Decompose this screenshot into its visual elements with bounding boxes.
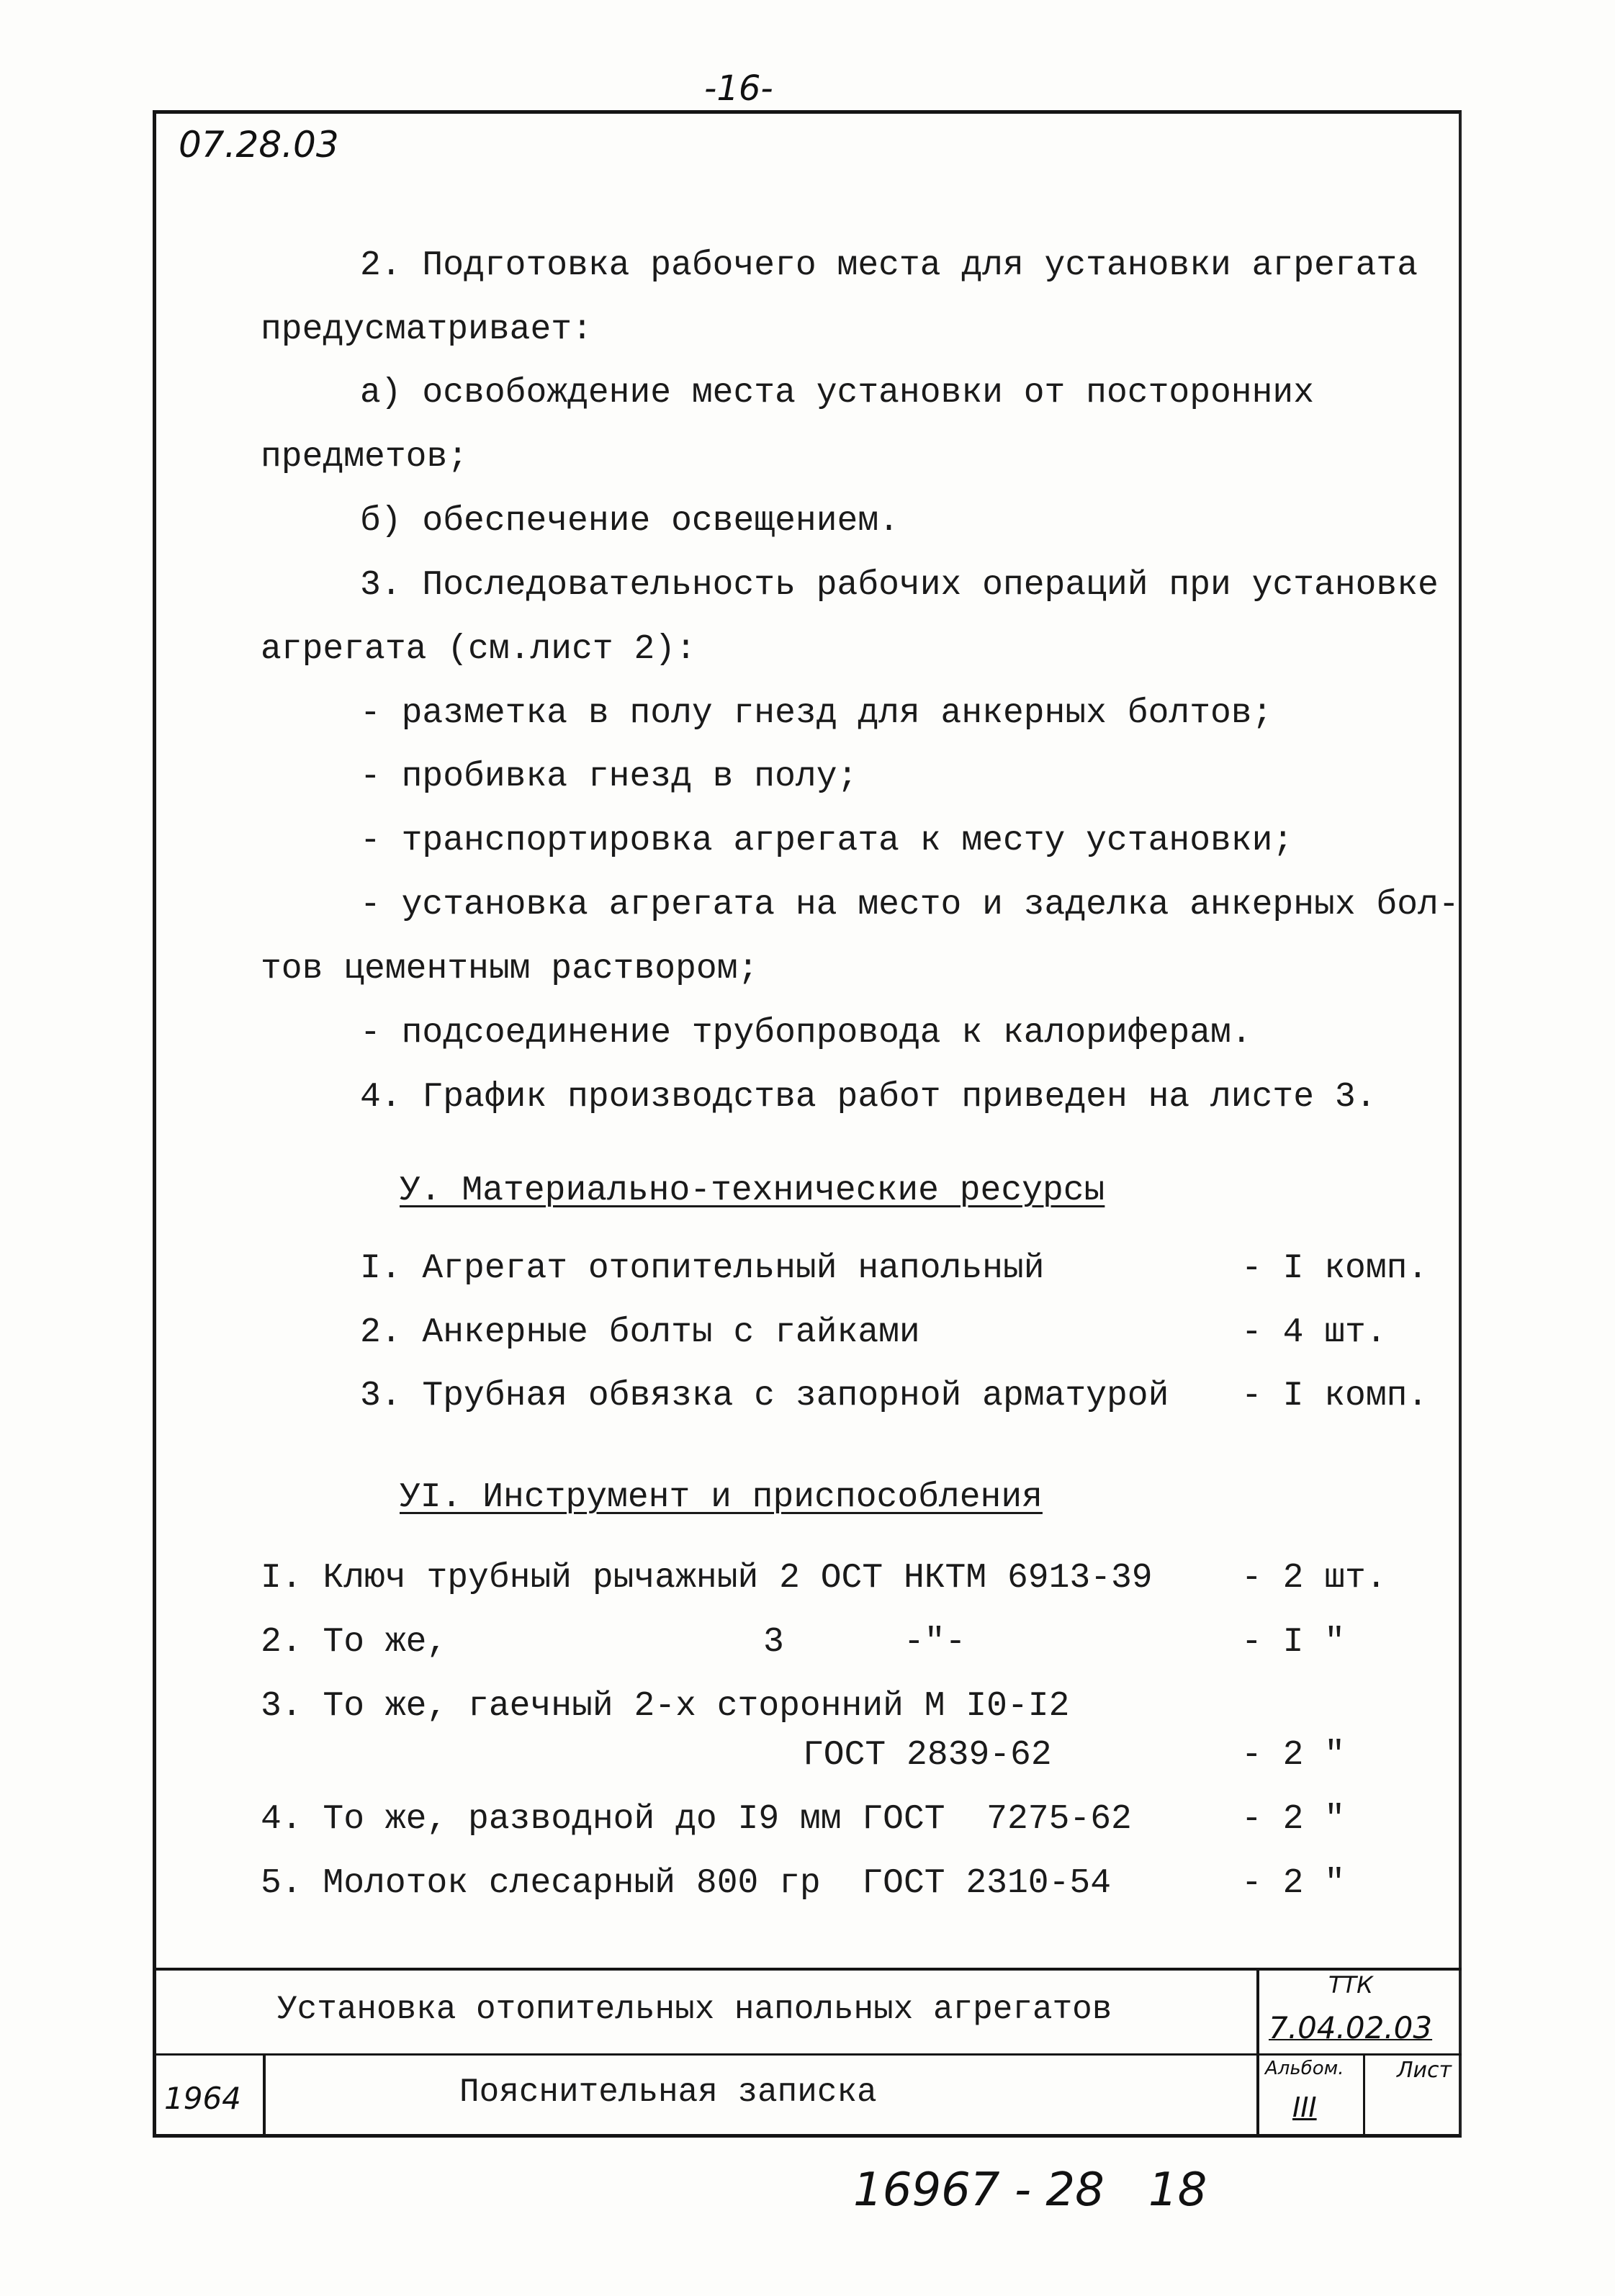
- tool-item-1: I. Ключ трубный рычажный 2 ОСТ НКТМ 6913-39: [261, 1559, 1153, 1598]
- tool-item-3-qty: - 2 ": [1241, 1736, 1346, 1775]
- page-number: -16-: [704, 68, 773, 109]
- operation-5: - подсоединение трубопровода к калориферам.: [360, 1014, 1252, 1053]
- operation-2: - пробивка гнезд в полу;: [360, 757, 858, 796]
- year-handwritten: 1964: [164, 2081, 241, 2116]
- material-item-2: 2. Анкерные болты с гайками: [360, 1313, 920, 1352]
- operation-3: - транспортировка агрегата к месту установки;: [360, 821, 1294, 860]
- sheet-label: Лист: [1397, 2058, 1452, 2083]
- tool-item-3-line-1: 3. То же, гаечный 2-х сторонний М I0-I2: [261, 1687, 1070, 1726]
- tools-heading: УI. Инструмент и приспособления: [400, 1478, 1043, 1517]
- title-block-subtitle: Пояснительная записка: [459, 2074, 877, 2111]
- paragraph-2-line-2: предусматривает:: [261, 310, 593, 349]
- material-item-1-qty: - I комп.: [1241, 1249, 1429, 1288]
- title-block-top-line: [153, 1968, 1462, 1971]
- tool-item-4-qty: - 2 ": [1241, 1800, 1346, 1839]
- tool-item-1-qty: - 2 шт.: [1241, 1559, 1387, 1598]
- ttk-code: 7.04.02.03: [1269, 2010, 1433, 2045]
- tool-item-5-qty: - 2 ": [1241, 1864, 1346, 1903]
- tool-item-5: 5. Молоток слесарный 800 гр ГОСТ 2310-54: [261, 1864, 1111, 1903]
- item-a-line-1: а) освобождение места установки от посторонних: [360, 374, 1315, 413]
- tool-item-4: 4. То же, разводной до I9 мм ГОСТ 7275-62: [261, 1800, 1132, 1839]
- document-code: 07.28.03: [179, 124, 339, 166]
- paragraph-2-line-1: 2. Подготовка рабочего места для установки агрегата: [360, 246, 1418, 285]
- material-item-2-qty: - 4 шт.: [1241, 1313, 1387, 1352]
- album-label: Альбом.: [1265, 2058, 1344, 2079]
- title-block-middle-line: [153, 2053, 1462, 2056]
- operation-4-line-1: - установка агрегата на место и заделка анкерных бол-: [360, 886, 1459, 924]
- tool-item-2: 2. То же,: [261, 1623, 448, 1662]
- album-value: III: [1292, 2092, 1317, 2123]
- paragraph-3-line-1: 3. Последовательность рабочих операций при установке: [360, 566, 1439, 605]
- materials-heading: У. Материально-технические ресурсы: [400, 1171, 1105, 1210]
- item-b: б) обеспечение освещением.: [360, 502, 899, 541]
- tool-item-2-qty: - I ": [1241, 1623, 1346, 1662]
- material-item-3-qty: - I комп.: [1241, 1377, 1429, 1415]
- paragraph-4: 4. График производства работ приведен на листе 3.: [360, 1078, 1377, 1117]
- tool-item-2-ditto: -"-: [904, 1623, 966, 1662]
- ttk-label: ТТК: [1328, 1971, 1373, 1999]
- footer-handwritten-number: 16967 - 28 18: [853, 2164, 1207, 2217]
- material-item-3: 3. Трубная обвязка с запорной арматурой: [360, 1377, 1169, 1415]
- item-a-line-2: предметов;: [261, 438, 469, 477]
- material-item-1: I. Агрегат отопительный напольный: [360, 1249, 1045, 1288]
- operation-1: - разметка в полу гнезд для анкерных болтов;: [360, 694, 1273, 733]
- operation-4-line-2: тов цементным раствором;: [261, 950, 759, 989]
- tool-item-2-size: 3: [763, 1623, 784, 1662]
- title-block-divider-right: [1256, 1968, 1259, 2138]
- tool-item-3-line-2: ГОСТ 2839-62: [803, 1736, 1052, 1775]
- paragraph-3-line-2: агрегата (см.лист 2):: [261, 630, 696, 669]
- title-block-divider-sheet: [1363, 2053, 1365, 2138]
- title-block-title: Установка отопительных напольных агрегатов: [277, 1991, 1112, 2028]
- title-block-divider-left: [263, 2053, 266, 2138]
